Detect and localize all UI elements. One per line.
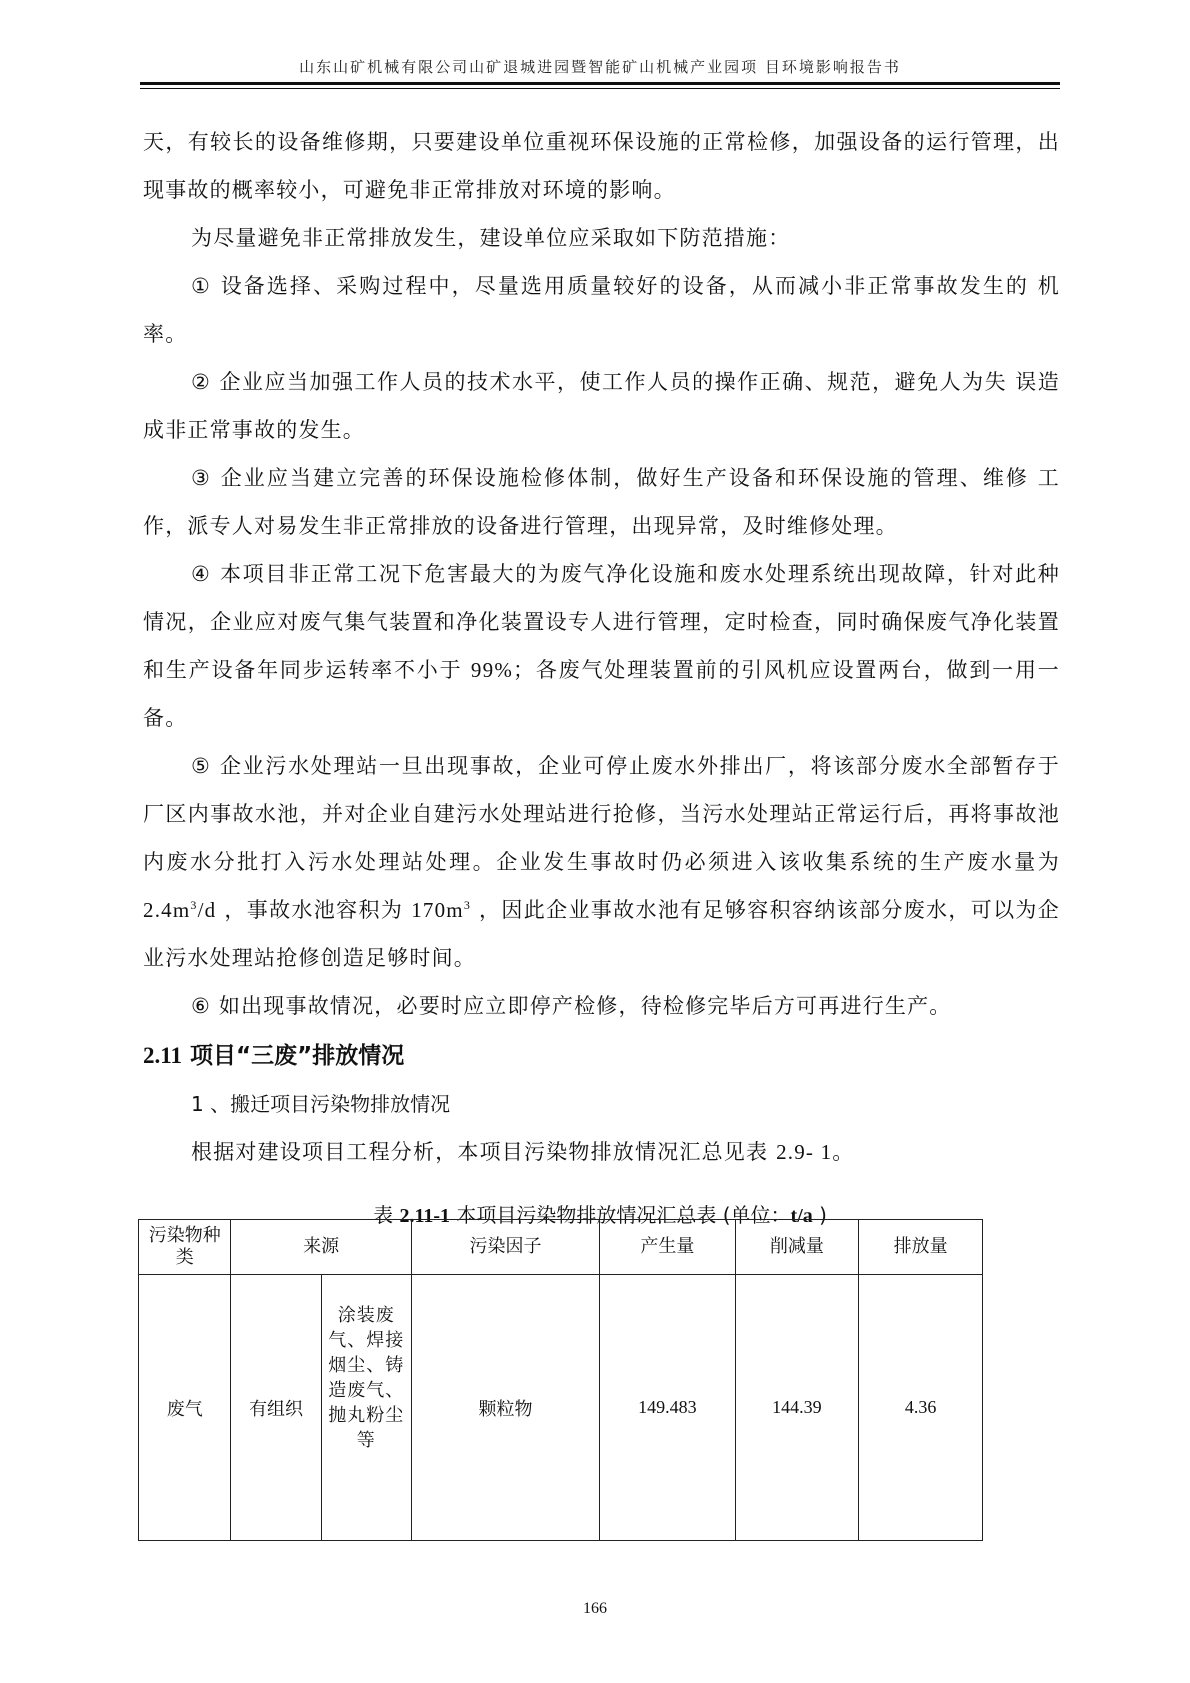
pollutant-emission-table xyxy=(138,1219,983,1541)
measure-4-text-b: ；各废气处理装置前的引风机应设置两台，做到一用一备。 xyxy=(143,658,1060,730)
table-reference: 2.9- 1 xyxy=(776,1140,833,1164)
measure-3: ③ 企业应当建立完善的环保设施检修体制，做好生产设备和环保设施的管理、维修 工作，派专人对易发生非正常排放的设备进行管理，出现异常，及时维修处理。 xyxy=(143,466,1060,538)
cell-source-detail: 涂装废气、焊接烟尘、铸造废气、抛丸粉尘等 xyxy=(321,1275,411,1541)
header-generated: 产生量 xyxy=(600,1220,735,1275)
measure-2: ② 企业应当加强工作人员的技术水平，使工作人员的操作正确、规范，避免人为失 误造成非正常事故的发生。 xyxy=(143,370,1060,442)
caption-prefix: 表 xyxy=(373,1203,400,1227)
measure-5-flow-sup: 3 xyxy=(190,898,198,912)
caption-unit: t/a xyxy=(790,1205,813,1227)
cell-source-mode: 有组织 xyxy=(231,1275,321,1541)
cell-emitted: 4.36 xyxy=(859,1275,983,1541)
header-rule-thin xyxy=(140,88,1060,89)
caption-text: 本项目污染物排放情况汇总表 (单位： xyxy=(450,1203,791,1227)
header-pollutant-type: 污染物种类 xyxy=(139,1220,231,1275)
measure-5-text-a: ⑤ 企业污水处理站一旦出现事故，企业可停止废水外排出厂，将该部分废水全部暂存于厂区内事故水池，并对企业自建污水处理站进行抢修，当污水处理站正常运行后，再将事故池内废水分批打入污水处理站处理。企业发生事故时仍必须进入该收集系统的生产废水量为 xyxy=(143,754,1060,874)
table-intro-text-b: 。 xyxy=(832,1140,855,1164)
table-row xyxy=(139,1275,983,1541)
measure-5-volume-sup: 3 xyxy=(463,898,472,912)
paragraph-continuation: 天，有较长的设备维修期，只要建设单位重视环保设施的正常检修，加强设备的运行管理，出现事故的概率较小，可避免非正常排放对环境的影响。 xyxy=(143,130,1060,202)
measure-5-flow-unit: /d xyxy=(197,898,217,922)
table-intro xyxy=(143,1128,1060,1176)
measure-5-flow: 2.4m xyxy=(143,898,191,922)
caption-number: 2.11-1 xyxy=(399,1205,450,1227)
measure-5 xyxy=(143,742,1060,982)
cell-generated: 149.483 xyxy=(600,1275,735,1541)
section-heading xyxy=(143,1032,1060,1080)
measure-5-text-b: ，事故水池容积为 xyxy=(216,898,412,922)
measure-4 xyxy=(143,550,1060,742)
measure-6: ⑥ 如出现事故情况，必要时应立即停产检修，待检修完毕后方可再进行生产。 xyxy=(191,994,952,1018)
caption-suffix: ) xyxy=(812,1203,827,1227)
header-reduced: 削减量 xyxy=(735,1220,859,1275)
paragraph-measures-intro: 为尽量避免非正常排放发生，建设单位应采取如下防范措施： xyxy=(191,226,791,250)
page-number: 166 xyxy=(583,1600,607,1617)
cell-type: 废气 xyxy=(139,1275,231,1541)
measure-4-percent: 99% xyxy=(470,658,514,682)
cell-factor: 颗粒物 xyxy=(411,1275,599,1541)
header-emitted: 排放量 xyxy=(859,1220,983,1275)
measure-5-volume: 170m xyxy=(411,898,464,922)
measure-1: ① 设备选择、采购过程中，尽量选用质量较好的设备，从而减小非正常事故发生的 机率。 xyxy=(143,274,1060,346)
measure-5-text-c: ，因此企业事故水池有足够容积容纳该部分废水，可以为企业污水处理站抢修创造足够时间。 xyxy=(143,898,1060,970)
subsection-heading: 1 、搬迁项目污染物排放情况 xyxy=(191,1092,451,1116)
header-rule-thick xyxy=(140,82,1060,85)
document-body xyxy=(143,118,1060,1176)
section-number: 2.11 xyxy=(143,1043,182,1068)
table-header-row xyxy=(139,1220,983,1275)
cell-reduced: 144.39 xyxy=(735,1275,859,1541)
header-factor: 污染因子 xyxy=(411,1220,599,1275)
table-intro-text-a: 根据对建设项目工程分析，本项目污染物排放情况汇总见表 xyxy=(191,1140,777,1164)
section-title: 项目“三废”排放情况 xyxy=(190,1043,405,1069)
measure-4-text-a: ④ 本项目非正常工况下危害最大的为废气净化设施和废水处理系统出现故障，针对此种情况，企业应对废气集气装置和净化装置设专人进行管理，定时检查，同时确保废气净化装置和生产设备年同步运转率不小于 xyxy=(143,562,1060,682)
running-header: 山东山矿机械有限公司山矿退城进园暨智能矿山机械产业园项 目环境影响报告书 xyxy=(299,58,901,76)
header-source: 来源 xyxy=(231,1220,411,1275)
